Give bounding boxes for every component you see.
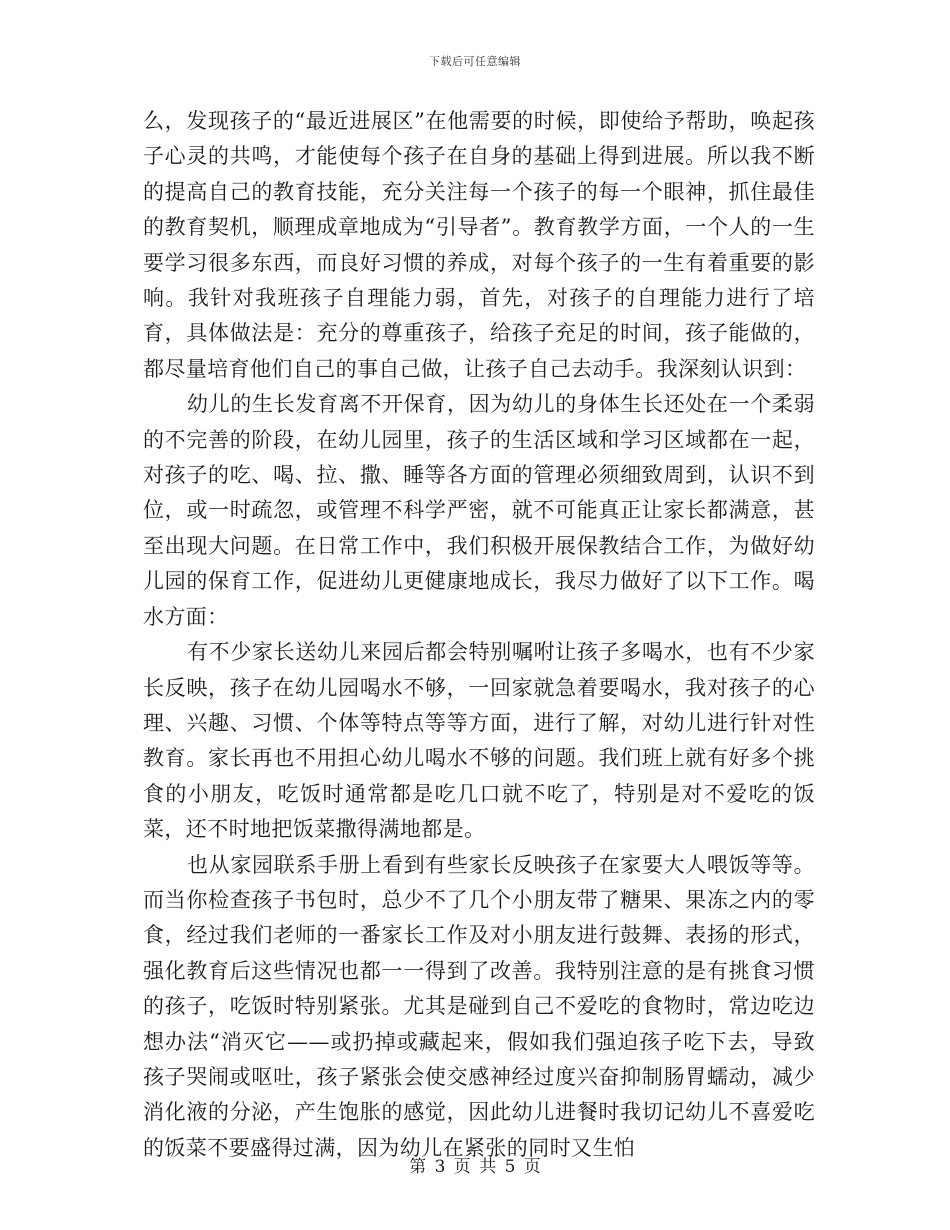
paragraph-2: 幼儿的生长发育离不开保育，因为幼儿的身体生长还处在一个柔弱的不完善的阶段，在幼儿园里，孩子的生活区域和学习区域都在一起，对孩子的吃、喝、拉、撒、睡等各方面的管理必须细致周到，认识不到位，或一时疏忽，或管理不科学严密，就不可能真正让家长都满意，甚至出现大问题。在日常工作中，我们积极开展保教结合工作，为做好幼儿园的保育工作，促进幼儿更健康地成长，我尽力做好了以下工作。喝水方面： [143, 392, 815, 629]
document-body [143, 104, 815, 1166]
page-footer: 第 3 页 共 5 页 [409, 1157, 541, 1177]
page-header: 下载后可任意编辑 [429, 55, 521, 68]
paragraph-4: 也从家园联系手册上看到有些家长反映孩子在家要大人喂饭等等。而当你检查孩子书包时，总少不了几个小朋友带了糖果、果冻之内的零食，经过我们老师的一番家长工作及对小朋友进行鼓舞、表扬的形式，强化教育后这些情况也都一一得到了改善。我特别注意的是有挑食习惯的孩子，吃饭时特别紧张。尤其是碰到自己不爱吃的食物时，常边吃边想办法“消灭它——或扔掉或藏起来，假如我们强迫孩子吃下去，导致孩子哭闹或呕吐，孩子紧张会使交感神经过度兴奋抑制肠胃蠕动，减少消化液的分泌，产生饱胀的感觉，因此幼儿进餐时我切记幼儿不喜爱吃的饭菜不要盛得过满，因为幼儿在紧张的同时又生怕 [143, 852, 815, 1160]
paragraph-1: 么，发现孩子的“最近进展区”在他需要的时候，即使给予帮助，唤起孩子心灵的共鸣，才能使每个孩子在自身的基础上得到进展。所以我不断的提高自己的教育技能，充分关注每一个孩子的每一个眼神，抓住最佳的教育契机，顺理成章地成为“引导者”。教育教学方面，一个人的一生要学习很多东西，而良好习惯的养成，对每个孩子的一生有着重要的影响。我针对我班孩子自理能力弱，首先，对孩子的自理能力进行了培育，具体做法是：充分的尊重孩子，给孩子充足的时间，孩子能做的，都尽量培育他们自己的事自己做，让孩子自己去动手。我深刻认识到： [143, 109, 815, 381]
paragraph-3: 有不少家长送幼儿来园后都会特别嘱咐让孩子多喝水，也有不少家长反映，孩子在幼儿园喝水不够，一回家就急着要喝水，我对孩子的心理、兴趣、习惯、个体等特点等等方面，进行了解，对幼儿进行针对性教育。家长再也不用担心幼儿喝水不够的问题。我们班上就有好多个挑食的小朋友，吃饭时通常都是吃几口就不吃了，特别是对不爱吃的饭菜，还不时地把饭菜撒得满地都是。 [143, 640, 815, 842]
